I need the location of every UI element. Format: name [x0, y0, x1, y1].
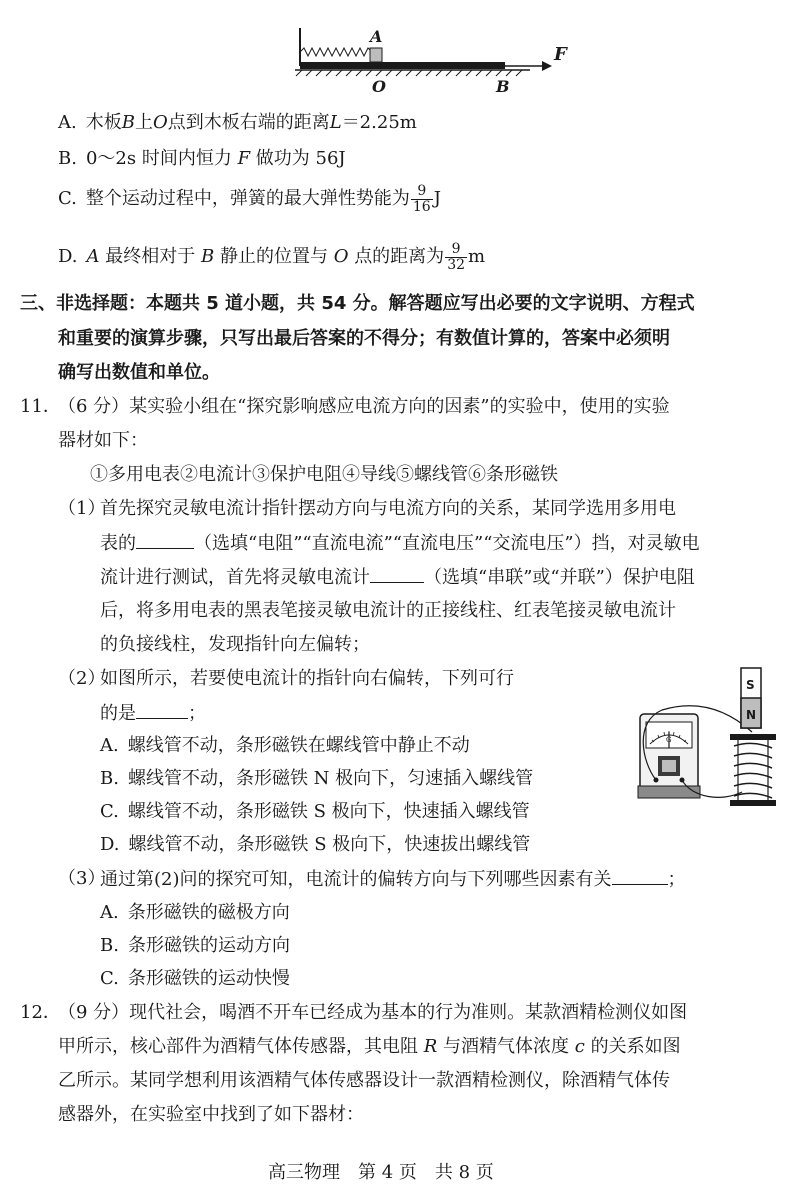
answer-blank-1[interactable] [136, 532, 194, 549]
q11-p3-option-a: A. 条形磁铁的磁极方向 [100, 902, 290, 923]
answer-blank-3[interactable] [136, 702, 188, 719]
q11-p3-option-c: C. 条形磁铁的运动快慢 [100, 968, 290, 989]
q11-p3-label: （3） [58, 868, 106, 889]
q11-p3-line1: 通过第(2)问的探究可知，电流计的偏转方向与下列哪些因素有关 ； [100, 869, 686, 890]
section3-line2: 和重要的演算步骤，只写出最后答案的不得分；有数值计算的，答案中必须明 [58, 328, 670, 349]
q11-p1-line5: 的负接线柱，发现指针向左偏转； [100, 634, 370, 655]
svg-text:G: G [666, 736, 672, 744]
q11-p1-line2: 表的 （选填“电阻”“直流电流”“直流电压”“交流电压”）挡，对灵敏电 [100, 533, 700, 554]
magnet-n-label: N [746, 708, 757, 722]
label-a: A [370, 27, 383, 46]
q12-line3: 乙所示。某同学想利用该酒精气体传感器设计一款酒精检测仪，除酒精气体传 [58, 1070, 670, 1091]
label-f: F [554, 44, 567, 65]
solenoid [730, 734, 776, 806]
q11-p1-line3: 流计进行测试，首先将灵敏电流计 （选填“串联”或“并联”）保护电阻 [100, 567, 695, 588]
q12-number: 12． [20, 1002, 61, 1023]
page-footer: 高三物理 第 4 页 共 8 页 [268, 1162, 494, 1183]
q10-option-c: C. 整个运动过程中，弹簧的最大弹性势能为 $\frac{9}{16}$ J [58, 183, 441, 215]
q11-p2-option-a: A. 螺线管不动，条形磁铁在螺线管中静止不动 [100, 735, 470, 756]
q11-p2-line2: 的是 ； [100, 703, 206, 724]
q11-p2-line1: 如图所示，若要使电流计的指针向右偏转，下列可行 [100, 668, 514, 689]
q11-equipment: ①多用电表②电流计③保护电阻④导线⑤螺线管⑥条形磁铁 [90, 464, 558, 485]
fraction-9-32: $\frac{9}{32}$ [447, 241, 466, 273]
q10-option-d: D. A 最终相对于 B 静止的位置与 O 点的距离为 $\frac{9}{32}$ m [58, 241, 486, 273]
q12-line2: 甲所示，核心部件为酒精气体传感器，其电阻 R 与酒精气体浓度 c 的关系如图 [58, 1036, 681, 1057]
section3-line1: 三、非选择题：本题共 5 道小题，共 54 分。解答题应写出必要的文字说明、方程式 [20, 293, 695, 314]
q11-p1-label: （1） [58, 498, 106, 519]
label-o: O [372, 77, 386, 96]
q10-option-a: A. 木板B上O点到木板右端的距离L＝2.25m [58, 112, 417, 133]
q11-p2-option-d: D. 螺线管不动，条形磁铁 S 极向下，快速拔出螺线管 [100, 834, 531, 855]
q11-line2: 器材如下： [58, 430, 148, 451]
spring-board-figure [290, 22, 580, 102]
q12-line1: （9 分）现代社会，喝酒不开车已经成为基本的行为准则。某款酒精检测仪如图 [58, 1002, 688, 1023]
q11-p2-option-b: B. 螺线管不动，条形磁铁 N 极向下，匀速插入螺线管 [100, 768, 534, 789]
q11-p2-option-c: C. 螺线管不动，条形磁铁 S 极向下，快速插入螺线管 [100, 801, 530, 822]
galvanometer-solenoid-figure [622, 662, 794, 812]
q10-option-b: B. 0～2s 时间内恒力 F 做功为 56J [58, 148, 346, 169]
q11-p3-option-b: B. 条形磁铁的运动方向 [100, 935, 290, 956]
fraction-9-16: $\frac{9}{16}$ [412, 183, 431, 215]
q11-number: 11． [20, 396, 61, 417]
q11-p2-label: （2） [58, 668, 106, 689]
magnet-s-label: S [746, 678, 755, 692]
answer-blank-2[interactable] [370, 566, 424, 583]
answer-blank-4[interactable] [612, 868, 668, 885]
q11-line1: （6 分）某实验小组在“探究影响感应电流方向的因素”的实验中，使用的实验 [58, 396, 670, 417]
q11-p1-line1: 首先探究灵敏电流计指针摆动方向与电流方向的关系，某同学选用多用电 [100, 498, 676, 519]
label-b: B [496, 77, 510, 96]
q12-line4: 感器外，在实验室中找到了如下器材： [58, 1104, 364, 1125]
q11-p1-line4: 后，将多用电表的黑表笔接灵敏电流计的正接线柱、红表笔接灵敏电流计 [100, 600, 676, 621]
section3-line3: 确写出数值和单位。 [58, 362, 220, 383]
